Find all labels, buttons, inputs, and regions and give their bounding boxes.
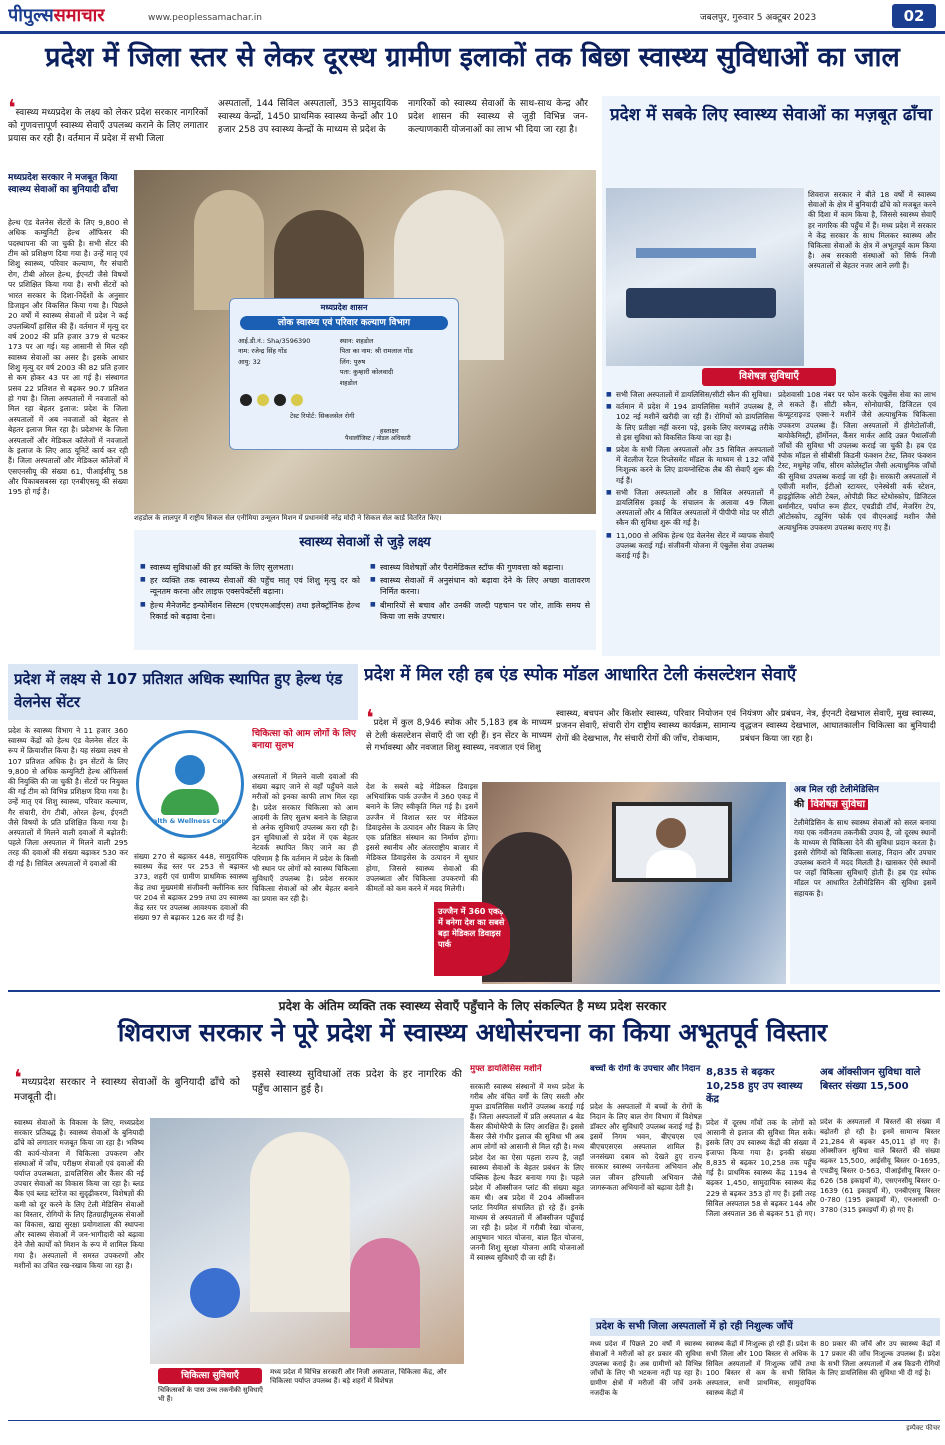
goal-item: ■ हर व्यक्ति तक स्वास्थ्य सेवाओं की पहुँच मातृ एवं शिशु मृत्यु दर को न्यूनतम करना और लाइफ एक्सपेक्टेंसी बढ़ाना।: [140, 575, 360, 597]
logo-part-b: समाचार: [53, 5, 105, 26]
website-url[interactable]: www.peoplessamachar.in: [148, 13, 262, 23]
card-name: नाम: रजेन्द्र सिंह गोंड: [238, 347, 287, 356]
pm-photo-caption: शहडोल के लालपुर में राष्ट्रीय सिकल सेल एनीमिया उन्मूलन मिशन में प्रधानमंत्री नरेंद्र मोदी ने सिकल सेल कार्ड वितरित किए।: [134, 514, 442, 522]
photo-tag: चिकित्सा सुविधाएँ: [158, 1368, 262, 1384]
goal-item: ■ स्वास्थ्य सेवाओं में अनुसंधान को बढ़ावा देने के लिए अच्छा वातावरण निर्मित करना।: [370, 575, 590, 597]
pm-sickle-cell-photo: [134, 170, 596, 514]
expert-list-1: [606, 390, 774, 652]
hwc-body-3: अस्पतालों में मिलने वाली दवाओं की संख्या बढ़ाए जाने से वहाँ पहुँचने वाले मरीजों को इनका काफी लाभ मिल रहा है। प्रदेश सरकार चिकित्सा को आम आदमी के लिए सुलभ बनाने के लिहाज से अनेक सुविधाएँ उपलब्ध करा रही है। इन सुविधाओं से प्रदेश में एक बेहतर नेटवर्क स्थापित किए जाने का ही परिणाम है कि वर्तमान में प्रदेश के किसी भी स्थान पर लोगों को स्वास्थ्य चिकित्सा सुविधाएँ उपलब्ध है। प्रदेश सरकार चिकित्सा सेवाओं को और बेहतर बनाने का प्रयास कर रही है।: [252, 772, 358, 904]
goal-item: ■ हेल्थ मैनेजमेंट इन्फोर्मेशन सिस्टम (एचएमआईएस) तथा इलेक्ट्रॉनिक हेल्थ रिकार्ड को बढ़ावा देना।: [140, 600, 360, 622]
hospital-beds-photo: [606, 188, 804, 366]
quote-mark-icon: ❛: [14, 1068, 22, 1091]
bottom-quote-2: इससे स्वास्थ्य सुविधाओं तक प्रदेश के हर नागरिक की पहुँच आसान हुई है।: [252, 1069, 462, 1095]
tele-intro-3: नियंत्रण और प्रबंधन, नेत्र, ईएनटी देखभाल सेवाएँ, मुख स्वास्थ्य, वृद्धजन स्वास्थ्य देखभाल, आघातकालीन चिकित्सा का बुनियादी प्रबंधन किया जा रहा है।: [740, 709, 936, 744]
masthead: [0, 0, 945, 34]
free-tests-col-3: 80 प्रकार की जाँचें और उप स्वास्थ्य केंद्रों में 17 प्रकार की जाँच निःशुल्क उपलब्ध हैं। प्रदेश के सभी जिला अस्पतालों में अब किडनी रोगियों के लिए डायलिसिस की सुविधा भी दी गई है।: [820, 1340, 940, 1378]
hwc-logo-text: Health & Wellness Center: [143, 817, 237, 825]
centers-head: 8,835 से बढ़कर 10,258 हुए उप स्वास्थ्य केंद्र: [706, 1067, 803, 1105]
expert-item: ■ 11,000 से अधिक हेल्थ एंड वेलनेस सेंटर में व्यापक सेवाएँ उपलब्ध कराई गई। संजीवनी योजना में एंबुलेंस सेवा उपलब्ध कराई गई है।: [606, 531, 774, 562]
card-district: शहडोल: [339, 378, 358, 387]
free-tests-head: प्रदेश के सभी जिला अस्पतालों में हो रही निशुल्क जाँचें: [590, 1318, 940, 1336]
card-id: आई.डी.नं.: Sha/3596390: [238, 336, 311, 345]
expert-item: ■ सभी जिला अस्पतालों में डायलिसिस/सीटी स्कैन की सुविधा।: [606, 390, 774, 400]
right-top-side-text: शिवराज सरकार ने बीते 18 वर्षों में स्वास्थ्य सेवाओं के क्षेत्र में बुनियादी ढाँचे को मजबूत करने की दिशा में काम किया है, जिससे स्वास्थ्य सेवाएँ हर नागरिक की पहुँच में हैं। मध्य प्रदेश में सरकार ने केंद्र सरकार के साथ मिलकर स्वास्थ्य और चिकित्सा सेवाओं के क्षेत्र में अभूतपूर्व काम किया है। अब सरकारी संस्थाओं को सिर्फ निजी अस्पतालों से बेहतर नजर आने लगी हैं।: [808, 190, 936, 271]
tm-body: टेलीमेडिसिन के साथ स्वास्थ्य सेवाओं को सरल बनाया गया एक नवीनतम तकनीकी उपाय है, जो दूरस्थ स्थानों के माध्यम से चिकित्सा देने की सुविधा प्रदान करता है। इससे रोगियों को चिकित्सा सलाह, निदान और उपचार उपलब्ध कराने में मदद मिलती है। खासकर ऐसे स्थानों पर जहाँ चिकित्सा सुविधाएँ होती हैं। हब एंड स्पोक मॉडल पर आधारित टेलीमेडिसिन की सुविधा इसमें सहायक है।: [794, 818, 936, 898]
tele-body: देश के सबसे बड़े मेडिकल डिवाइस अभियांत्रिक पार्क उज्जैन में 360 एकड़ में बनाने के लिए स्वीकृति मिल गई है। इसमें उज्जैन में विशाल स्तर पर मेडिकल डिवाइसेस के उत्पादन और विक्रय के लिए एक प्रतिष्ठित संस्थान का निर्माण होगा। इससे स्थानीय और अंतरराष्ट्रीय बाजार में मेडिकल डिवाइसेस के उत्पादन में सुधार होगा, जिससे स्वास्थ्य सेवाओं की उपलब्धता और चिकित्सा उपकरणों की कीमतों को कम करने में मदद मिलेगी।: [366, 782, 478, 894]
main-headline: प्रदेश में जिला स्तर से लेकर दूरस्थ ग्रामीण इलाकों तक बिछा स्वास्थ्य सुविधाओं का जाल: [45, 42, 900, 73]
quote-mark-icon: ❛: [366, 708, 374, 731]
balloon-icon: [190, 1268, 240, 1318]
cm-silhouette: [250, 1132, 350, 1312]
intro-col-1: ❛स्वास्थ्य मध्यप्रदेश के लक्ष्य को लेकर प्रदेश सरकार नागरिकों को गुणवत्तापूर्ण स्वास्थ्य सेवाएँ उपलब्ध कराने के लिए लगातार प्रयास कर रही है। वर्तमान में प्रदेश में सभी जिला: [8, 98, 208, 145]
hwc-body-1: प्रदेश के स्वास्थ्य विभाग ने 11 हजार 360 स्वास्थ्य केंद्रों को हेल्थ एंड वेलनेस सेंटर के रूप में क्रियाशील किया है। यह संख्या लक्ष्य से 107 प्रतिशत अधिक है। इन सेंटरों के लिए 9,800 से अधिक कम्युनिटी हेल्थ ऑफिसर्स की नियुक्ति की जा चुकी है। सेंटरों पर नियुक्त की गई टीम को विभिन्न प्रशिक्षण दिया गया है। उन्हें मातृ एवं शिशु स्वास्थ्य, परिवार कल्याण, गैर संचारी, रोग टीबी, ओरल हेल्थ, ईएनटी जैसे विषयों के प्रति प्रशिक्षित किया गया है। अस्पतालों में मिलने वाली दवाओं में बढ़ोतरी: पहले जिला अस्पताल में मिलने वाली 295 तरह की दवाओं की संख्या बढ़ाकर 530 कर दी गई है। सिविल अस्पतालों में दवाओं की: [8, 726, 128, 868]
newspaper-logo[interactable]: [8, 4, 105, 28]
bottom-headline: शिवराज सरकार ने पूरे प्रदेश में स्वास्थ्य अधोसंरचना का किया अभूतपूर्व विस्तार: [117, 1018, 828, 1047]
person-left-silhouette: [194, 190, 264, 310]
tele-intro-1: ❛प्रदेश में कुल 8,946 स्पोक और 5,183 हब के माध्यम से टेली कंसल्टेशन सेवाएँ दी जा रही हैं। इन सेंटर के माध्यम से गर्भावस्था और नवजात शिशु स्वास्थ्य, नवजात एवं शिशु: [366, 708, 552, 754]
card-color-swatches: [230, 388, 458, 412]
card-sign: हस्ताक्षर: [380, 426, 399, 435]
children-head: बच्चों के रोगों के उपचार और निदान: [590, 1064, 701, 1074]
bottom-kicker: प्रदेश के अंतिम व्यक्ति तक स्वास्थ्य सेवाएँ पहुँचाने के लिए संकल्पित है मध्य प्रदेश सरकार: [278, 999, 667, 1013]
bed-silhouette: [626, 288, 776, 318]
card-govt: मध्यप्रदेश शासन: [320, 303, 368, 312]
card-sex: लिंग: पुरुष: [339, 357, 366, 366]
tm-head-2: की विशेषज्ञ सुविधा: [794, 798, 936, 812]
tele-intro-2: स्वास्थ्य, बचपन और किशोर स्वास्थ्य, परिवार नियोजन एवं प्रजनन सेवाएँ, संचारी रोग राष्ट्रीय स्वास्थ्य कार्यक्रम, सामान्य रोगों की देखभाल, गैर संचारी रोगों की जाँच, रोकथाम,: [556, 709, 736, 744]
hwc-logo: [136, 730, 244, 838]
doctor-head-icon: [656, 818, 686, 848]
oxygen-head: अब ऑक्सीजन सुविधा वाले बिस्तर संख्या 15,500: [820, 1067, 921, 1092]
quote-mark-icon: ❛: [8, 98, 16, 121]
hwc-logo-head-icon: [175, 755, 205, 785]
section-divider: [8, 990, 940, 992]
card-father: पिता का नाम: श्री रामलाल गोंड: [339, 347, 413, 356]
expert-item: ■ सभी जिला अस्पतालों और 8 सिविल अस्पतालों में डायलिसिस इकाई के संचालन के अलावा 49 जिला अस्पतालों और 4 सिविल अस्पतालों में पीपीपी मोड पर सीटी स्कैन की सुविधा शुरू की गई है।: [606, 488, 774, 529]
right-top-box: [602, 96, 940, 656]
goal-item: ■ बीमारियों से बचाव और उनकी जल्दी पहचान पर जोर, ताकि समय से किया जा सके उपचार।: [370, 600, 590, 622]
card-place: स्थान: शहडोल: [339, 336, 374, 345]
goals-title: स्वास्थ्य सेवाओं से जुड़े लक्ष्य: [299, 535, 431, 550]
goals-box: [134, 530, 596, 650]
expert-list-2: प्रदेशवासी 108 नंबर पर फोन करके एंबुलेंस सेवा का लाभ ले सकते हैं। सीटी स्कैन, सोनोग्राफी, डिजिटल एवं कंप्यूटराइज्ड एक्स-रे मशीनें जैसे अत्याधुनिक चिकित्सा उपकरण उपलब्ध हैं। जिला अस्पतालों में हीमेटोलॉजी, बायोकेमिस्ट्री, हॉर्मोनल, कैंसर मार्कर आदि उन्नत पैथालॉजी जाँचों की सुविधा भी उपलब्ध कराई जा चुकी है। हब एंड स्पोक मॉडल से सीबीसी किडनी फंक्शन टेस्ट, लिवर फंक्शन टेस्ट, मधुमेह जाँच, सीरम कोलेस्ट्रॉल जैसी अत्याधुनिक जाँचों की सुविधा उपलब्ध कराई जा रही है। सरकारी अस्पतालों में एवीजी मशीन, ईटीओ स्टायरर, एनेस्थेसी वर्क स्टेशन, हाइड्रोलिक ओटी टेबल, ओपीडी किट स्टेथोस्कोप, डिजिटल थर्मामीटर, पर्याप्त रूम हीटर, एचडीडी टॉर्च, मेजरिंग टेप, ऑटोस्कोप, ट्यूनिंग फोर्क एवं वीएनआई मशीन जैसे अत्याधुनिक उपकरण उपलब्ध कराए गए हैं।: [778, 390, 936, 532]
goal-item: ■ स्वास्थ्य विशेषज्ञों और पैरामेडिकल स्टॉफ की गुणवत्ता को बढ़ाना।: [370, 562, 590, 573]
telemedicine-box: [790, 782, 940, 984]
hwc-logo-body-icon: [161, 789, 219, 815]
goal-item: ■ स्वास्थ्य सुविधाओं की हर व्यक्ति के लिए सुलभता।: [140, 562, 360, 573]
cm-photo-caption: मध्य प्रदेश में विभिन्न सरकारी और निजी अस्पताल, चिकित्सा केंद्र, और चिकित्सा पर्याप्त उपलब्ध हैं। बड़े शहरों में विशेषज्ञ: [270, 1368, 447, 1386]
hwc-subhead: चिकित्सा को आम लोगों के लिए बनाया सुलभ: [252, 729, 356, 752]
expert-item: ■ वर्तमान में प्रदेश में 194 डायलिसिस मशीनें उपलब्ध हैं, 102 नई मशीनें खरीदी जा रही हैं। रोगियों को डायलिसिस के लिए प्रतीक्षा नहीं करना पड़े, इसके लिए वरणबद्ध तरीके से इस सुविधा को विकसित किया जा रहा है।: [606, 402, 774, 443]
card-report: टेस्ट रिपोर्ट: सिकलसेल रोगी: [290, 411, 355, 420]
expert-item: ■ प्रदेश के सभी जिला अस्पतालों और 35 सिविल अस्पतालों में वेटलीज रेंटल रिप्लेसमेंट मॉडल के माध्यम से 132 जाँचें निःशुल्क करने के लिए डायग्नोस्टिक लैब की सेवाएँ शुरू की गई हैं।: [606, 445, 774, 486]
hwc-title: प्रदेश में लक्ष्य से 107 प्रतिशत अधिक स्थापित हुए हेल्थ एंड वेलनेस सेंटर: [14, 670, 343, 711]
goals-right-list: [370, 562, 590, 648]
hwc-body-2: संख्या 270 से बढ़ाकर 448, सामुदायिक स्वास्थ्य केंद्र स्तर पर 253 से बढ़ाकर 373, शहरी एवं ग्रामीण प्राथमिक स्वास्थ्य केंद्र तथा मुख्यमंत्री संजीवनी क्लीनिक स्तर पर 204 से बढ़ाकर 299 तथा उप स्वास्थ्य केंद्र स्तर पर उपलब्ध आवश्यक दवाओं की संख्या 97 से बढ़ाकर 126 कर दी गई है।: [134, 852, 248, 923]
free-tests-col-1: मध्य प्रदेश में पिछले 20 वर्षों में स्वास्थ्य सेवाओं ने मरीजों को हर प्रकार की सुविधा उपलब्ध कराई है। अब ग्रामीणों को विभिन्न जाँचों के लिए भी भटकना नहीं पड़ रहा है। ग्रामीण क्षेत्रों में मरीजों की जाँचें उनके नजदीक के: [590, 1340, 702, 1397]
card-dept: लोक स्वास्थ्य एवं परिवार कल्याण विभाग: [240, 316, 448, 330]
card-age: आयु: 32: [238, 357, 261, 366]
goals-left-list: [140, 562, 360, 648]
photo-tag-sub: चिकित्सकों के पास उच्च तकनीकी सुविधाएँ भी हैं।: [158, 1386, 263, 1404]
centers-body: प्रदेश में दूरस्थ गाँवों तक के लोगों को आसानी से इलाज की सुविधा मिल सके। इसके लिए उप स्वास्थ्य केंद्रों की संख्या में इजाफा किया गया है। इनकी संख्या 8,835 से बढ़कर 10,258 तक पहुँच गई है। प्राथमिक स्वास्थ्य केंद्र 1194 से बढ़कर 1,450, सामुदायिक स्वास्थ्य केंद्र 229 से बढ़कर 353 हो गए हैं। इसी तरह सिविल अस्पताल 58 से बढ़कर 144 और जिला अस्पताल 36 से बढ़कर 51 हो गए।: [706, 1118, 816, 1218]
tele-title: प्रदेश में मिल रही हब एंड स्पोक मॉडल आधारित टेली कंसल्टेशन सेवाएँ: [364, 665, 797, 685]
card-address: पता: कुम्हारी कोलवादी: [339, 368, 394, 377]
doctor-coat-icon: [646, 850, 696, 878]
bottom-body: स्वास्थ्य सेवाओं के विकास के लिए, मध्यप्रदेश सरकार प्रतिबद्ध है। स्वास्थ्य सेवाओं के बुनियादी ढाँचे को लगातार मजबूत किया जा रहा है। भविष्य की कार्य-योजना में चिकित्सा उपकरण और संस्थाओं में जाँच, परीक्षण सेवाओं एवं दवाओं की पर्याप्त उपलब्धता, डायलिसिस और कैंसर की नई उपचार सेवाओं का विकास किया जा रहा है। ब्लड बैंक एवं ब्लड स्टोरेज का सुदृढ़ीकरण, विशेषज्ञों की कमी को दूर करने के लिए टेली मेडिसिन सेवाओं का विस्तार, रोगियों के लिए हितग्राहीमूलक सेवाओं का विकास, खाद्य सुरक्षा प्रयोगशाला की स्थापना और स्वास्थ्य सेवाओं में जन-भागीदारी को बढ़ावा देने जैसे कार्यों को मिशन के रूप में शामिल किया गया है। अस्पतालों में समस्त उपकरणों और मशीनों का उचित रख-रखाव किया जा रहा है।: [14, 1118, 144, 1270]
cm-vaccination-photo: [150, 1118, 464, 1364]
page-number: 02: [892, 4, 936, 28]
bottom-quote-1: ❛मध्यप्रदेश सरकार ने स्वास्थ्य सेवाओं के बुनियादी ढाँचे को मजबूती दी।: [14, 1068, 240, 1103]
bed-rail: [636, 248, 756, 258]
card-officer: पैथालॉजिस्ट / नोडल अधिकारी: [345, 435, 411, 443]
device-park-badge: उज्जैन में 360 एकड़ में बनेगा देश का सबसे बड़ा मेडिकल डिवाइस पार्क: [434, 902, 510, 976]
laptop-screen: [612, 802, 732, 882]
oxygen-body: प्रदेश के अस्पतालों में बिस्तरों की संख्या में बढ़ोतरी हो रही है। इनमें सामान्य बिस्तर 21,284 से बढ़कर 45,011 हो गए हैं। ऑक्सीजन सुविधा वाले बिस्तरों की संख्या बढ़कर 15,500, आईसीयू बिस्तर 0-1695, एचडीयू बिस्तर 0-563, पीआईसीयू बिस्तर 0-626 (58 इकाइयाँ में), एसएनसीयू बिस्तर 0-1639 (61 इकाइयाँ में), एनबीएसयू बिस्तर 0-780 (195 इकाइयाँ में), एनआरसी 0-3780 (315 इकाइयाँ में) हो गए हैं।: [820, 1118, 940, 1215]
left-col-body: हेल्थ एंड वेलनेस सेंटरों के लिए 9,800 से अधिक कम्युनिटी हेल्थ ऑफिसर की पदस्थापना की जा चुकी है। सभी सेंटर की टीम को प्रशिक्षण दिया गया है। उन्हें मातृ एवं शिशु स्वास्थ्य, परिवार कल्याण, गैर संचारी रोग, टीबी ओरल हेल्थ, ईएनटी जैसे विषयों पर प्रशिक्षित किया गया है। सभी सेंटरों को भारत सरकार के दिशा-निर्देशों के अनुसार डिजाइन और विकसित किया गया है। पिछले 20 वर्षों में स्वास्थ्य सेवाओं में प्रदेश ने कई उपलब्धियाँ हासिल की हैं। वर्तमान में मृत्यु दर वर्ष 2002 की प्रति हजार 379 से घटकर 173 पर आ गई। यह आसानी से मिल रही स्वास्थ्य सेवाओं का असर है। इसके आधार शिशु मृत्यु दर वर्ष 2003 की 82 प्रति हजार से कम होकर 43 पर आ गई है। संस्थागत प्रसव 22 प्रतिशत से बढ़कर 90.7 प्रतिशत हो गया है। जिला अस्पतालों में नवजातों को मिल रहा बेहतर इलाज: प्रदेश के जिला अस्पतालों में अब नवजातों को बेहतर से बेहतर इलाज मिल रहा है। प्रदेशभर के जिला अस्पतालों और मेडिकल कॉलेजों में नवजातों के इलाज के लिए आठ यूनिटें कार्य कर रही हैं। जिला अस्पतालों और मेडिकल कॉलेजों में एसएनसीयू की संख्या 61, पीआईसीयू 58 और पिकाबसबस्स रहा एनबीएसयू की संख्या 195 हो गई है।: [8, 218, 128, 497]
footer-credit: इम्पैक्ट फीचर: [906, 1424, 940, 1432]
free-tests-col-2: स्वास्थ्य केंद्रों में निःशुल्क हो रही हैं। प्रदेश के सभी जिला और 100 बिस्तर से अधिक के सिविल अस्पतालों में निःशुल्क जाँचें तथा 100 बिस्तर से कम के सभी सिविल अस्पताल, सभी प्राथमिक, सामुदायिक स्वास्थ्य केंद्रों में: [706, 1340, 816, 1397]
expert-facilities-tag: विशेषज्ञ सुविधाएँ: [702, 368, 836, 386]
intro-col-3: नागरिकों को स्वास्थ्य सेवाओं के साथ-साथ केन्द्र और प्रदेश शासन की स्वास्थ्य से जुड़ी विभिन्न जन-कल्याणकारी योजनाओं का लाभ भी दिया जा रहा है।: [408, 99, 588, 136]
left-col-subhead: मध्यप्रदेश सरकार ने मजबूत किया स्वास्थ्य सेवाओं का बुनियादी ढाँचा: [8, 173, 118, 196]
dialysis-head: मुफ्त डायलिसिस मशीनें: [470, 1064, 542, 1074]
dialysis-body: सरकारी स्वास्थ्य संस्थानों में मध्य प्रदेश के गरीब और वंचित वर्गों के लिए सस्ती और मुफ्त डायलिसिस मशीनें उपलब्ध कराई गई हैं। जिला अस्पतालों में प्रति अस्पताल 4 बेड कैंसर कीमोथैरेपी के लिए आरक्षित हैं। इससे कैंसर जैसे गंभीर इलाज की सुविधा भी अब आम लोगों को आसानी से मिल रही है। मध्य प्रदेश देश का ऐसा पहला राज्य है, जहाँ स्वास्थ्य सेवाओं के बेहतर प्रबंधन के लिए पब्लिक हेल्थ कैडर बनाया गया है। पहले प्रदेश में ऑक्सीजन प्लांट की संख्या बहुत कम थी। अब प्रदेश में 204 ऑक्सीजन प्लांट नियमित संचालित हो रहे हैं। इनके माध्यम से अस्पतालों में ऑक्सीजन पहुँचाई जा रही है। प्रदेश में गरीबी रेखा योजना, आयुष्मान भारत योजना, बाल हित योजना, जननी शिशु सुरक्षा योजना आदि योजनाओं में स्वास्थ्य सुविधाएँ दी जा रही हैं।: [470, 1082, 584, 1263]
child-silhouette: [350, 1238, 420, 1348]
right-top-title: प्रदेश में सबके लिए स्वास्थ्य सेवाओं का मज़बूत ढाँचा: [609, 105, 933, 125]
tm-head-1: अब मिल रही टेलीमेडिसिन: [794, 785, 879, 795]
footer-rule: [8, 1420, 940, 1421]
dateline: जबलपुर, गुरुवार 5 अक्टूबर 2023: [700, 13, 817, 23]
sickle-cell-card: [229, 298, 459, 450]
logo-part-a: पीपुल्स: [8, 5, 54, 26]
hwc-title-box: [8, 664, 358, 720]
telemedicine-photo: [482, 782, 786, 984]
intro-col-2: अस्पतालों, 144 सिविल अस्पतालों, 353 सामुदायिक स्वास्थ्य केन्द्रों, 1450 प्राथमिक स्वास्थ्य केन्द्रों और 10 हजार 258 उप स्वास्थ्य केन्द्रों के माध्यम से प्रदेश के: [218, 99, 398, 136]
children-body: प्रदेश के अस्पतालों में बच्चों के रोगों के निदान के लिए बाल रोग विभाग में विशेषज्ञ डॉक्टर और सुविधाएँ उपलब्ध कराई गई हैं। इसमें निगम भवन, बीएचएस एवं बीएचएसएस अस्पताल शामिल हैं। जनसंख्या दबाव को देखते हुए राज्य सरकार स्वास्थ्य जनचेतना अभियान और जल जीवन हरियाली अभियान जैसे जागरूकता अभियानों को बढ़ावा देती है।: [590, 1102, 702, 1192]
